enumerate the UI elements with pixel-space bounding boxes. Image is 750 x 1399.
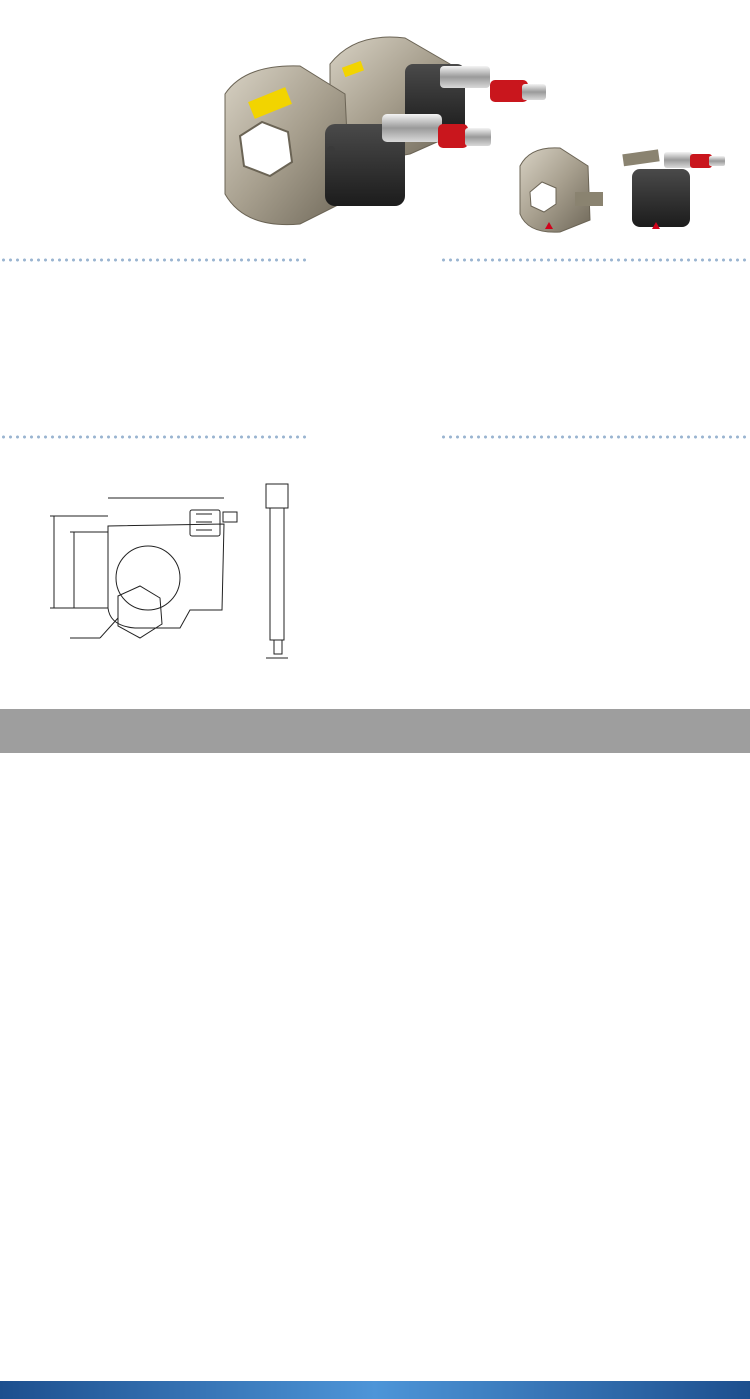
dotted-divider (440, 435, 750, 439)
section-header-description (0, 248, 750, 272)
red-triangle-icon (545, 222, 553, 229)
product-photos (0, 24, 750, 240)
caption-power-head (652, 221, 664, 230)
bottom-decor-bar (0, 1381, 750, 1399)
kit-table-header (0, 709, 750, 753)
dotted-divider (0, 435, 310, 439)
technical-drawing (40, 478, 320, 668)
dotted-divider (0, 258, 310, 262)
dotted-divider (440, 258, 750, 262)
caption-working-head (545, 221, 557, 230)
section-header-params (0, 425, 750, 449)
wrench-photo-illustration (0, 24, 750, 240)
red-triangle-icon (652, 222, 660, 229)
